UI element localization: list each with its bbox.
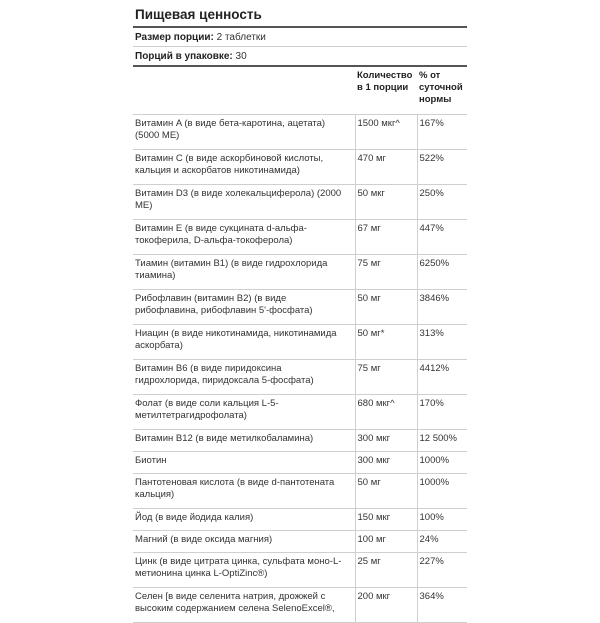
nutrient-amount: 75 мг bbox=[355, 359, 417, 394]
nutrient-amount: 50 мг* bbox=[355, 324, 417, 359]
table-header-row bbox=[133, 67, 467, 114]
nutrient-amount: 1500 мкг^ bbox=[355, 114, 417, 149]
nutrient-name: Магний (в виде оксида магния) bbox=[133, 530, 355, 552]
table-row bbox=[133, 394, 467, 429]
nutrient-name: Йод (в виде йодида калия) bbox=[133, 508, 355, 530]
nutrient-dv: 227% bbox=[417, 552, 467, 587]
nutrient-amount: 25 мг bbox=[355, 552, 417, 587]
table-row bbox=[133, 219, 467, 254]
table-row bbox=[133, 114, 467, 149]
nutrient-name: Витамин D3 (в виде холекальциферола) (2000 МЕ) bbox=[133, 184, 355, 219]
nutrient-amount: 680 мкг^ bbox=[355, 394, 417, 429]
nutrient-table bbox=[133, 67, 467, 623]
table-row bbox=[133, 289, 467, 324]
nutrient-amount: 67 мг bbox=[355, 219, 417, 254]
table-row bbox=[133, 451, 467, 473]
nutrient-name: Ниацин (в виде никотинамида, никотинамида аскорбата) bbox=[133, 324, 355, 359]
nutrient-dv: 522% bbox=[417, 149, 467, 184]
nutrient-dv: 3846% bbox=[417, 289, 467, 324]
nutrient-name: Рибофлавин (витамин B2) (в виде рибофлавина, рибофлавин 5'-фосфата) bbox=[133, 289, 355, 324]
nutrient-dv: 24% bbox=[417, 530, 467, 552]
table-row bbox=[133, 324, 467, 359]
nutrient-amount: 300 мкг bbox=[355, 429, 417, 451]
nutrient-dv: 1000% bbox=[417, 451, 467, 473]
serving-size-label: Размер порции: bbox=[135, 32, 214, 43]
nutrition-title: Пищевая ценность bbox=[133, 0, 467, 28]
dv-column-header: % от суточной нормы bbox=[417, 67, 467, 114]
table-row bbox=[133, 552, 467, 587]
nutrient-name: Витамин B12 (в виде метилкобаламина) bbox=[133, 429, 355, 451]
nutrient-dv: 1000% bbox=[417, 473, 467, 508]
nutrient-amount: 50 мг bbox=[355, 473, 417, 508]
nutrient-dv: 4412% bbox=[417, 359, 467, 394]
nutrient-dv: 100% bbox=[417, 508, 467, 530]
nutrient-column-header bbox=[133, 67, 355, 114]
nutrient-dv: 364% bbox=[417, 587, 467, 622]
nutrient-name: Цинк (в виде цитрата цинка, сульфата моно-L-метионина цинка L-OptiZinc®) bbox=[133, 552, 355, 587]
table-row bbox=[133, 184, 467, 219]
table-row bbox=[133, 359, 467, 394]
nutrient-name: Тиамин (витамин B1) (в виде гидрохлорида тиамина) bbox=[133, 254, 355, 289]
table-row bbox=[133, 254, 467, 289]
nutrient-name: Пантотеновая кислота (в виде d-пантотената кальция) bbox=[133, 473, 355, 508]
serving-size-value: 2 таблетки bbox=[213, 32, 266, 43]
servings-per-container-value: 30 bbox=[232, 51, 247, 62]
nutrient-amount: 75 мг bbox=[355, 254, 417, 289]
table-row bbox=[133, 587, 467, 622]
serving-size-row bbox=[133, 28, 467, 47]
nutrient-dv: 250% bbox=[417, 184, 467, 219]
nutrient-dv: 447% bbox=[417, 219, 467, 254]
nutrient-name: Фолат (в виде соли кальция L-5-метилтетрагидрофолата) bbox=[133, 394, 355, 429]
amount-column-header: Количество в 1 порции bbox=[355, 67, 417, 114]
nutrient-name: Селен [в виде селенита натрия, дрожжей с высоким содержанием селена SelenoExcel®, bbox=[133, 587, 355, 622]
nutrient-dv: 313% bbox=[417, 324, 467, 359]
nutrition-facts-panel bbox=[133, 0, 467, 614]
nutrient-name: Витамин B6 (в виде пиридоксина гидрохлорида, пиридоксала 5-фосфата) bbox=[133, 359, 355, 394]
nutrient-amount: 100 мг bbox=[355, 530, 417, 552]
nutrient-amount: 50 мкг bbox=[355, 184, 417, 219]
nutrient-dv: 12 500% bbox=[417, 429, 467, 451]
nutrient-dv: 170% bbox=[417, 394, 467, 429]
table-row bbox=[133, 149, 467, 184]
nutrient-name: Витамин C (в виде аскорбиновой кислоты, кальция и аскорбатов никотинамида) bbox=[133, 149, 355, 184]
nutrient-name: Витамин E (в виде сукцината d-альфа-токоферила, D-альфа-токоферола) bbox=[133, 219, 355, 254]
servings-per-container-row bbox=[133, 47, 467, 67]
nutrient-name: Витамин A (в виде бета-каротина, ацетата) (5000 МЕ) bbox=[133, 114, 355, 149]
servings-per-container-label: Порций в упаковке: bbox=[135, 51, 233, 62]
nutrient-dv: 167% bbox=[417, 114, 467, 149]
nutrient-amount: 200 мкг bbox=[355, 587, 417, 622]
nutrient-dv: 6250% bbox=[417, 254, 467, 289]
nutrient-amount: 50 мг bbox=[355, 289, 417, 324]
table-row bbox=[133, 530, 467, 552]
nutrient-amount: 150 мкг bbox=[355, 508, 417, 530]
nutrient-amount: 300 мкг bbox=[355, 451, 417, 473]
table-row bbox=[133, 429, 467, 451]
nutrient-amount: 470 мг bbox=[355, 149, 417, 184]
table-row bbox=[133, 508, 467, 530]
nutrient-name: Биотин bbox=[133, 451, 355, 473]
table-row bbox=[133, 473, 467, 508]
